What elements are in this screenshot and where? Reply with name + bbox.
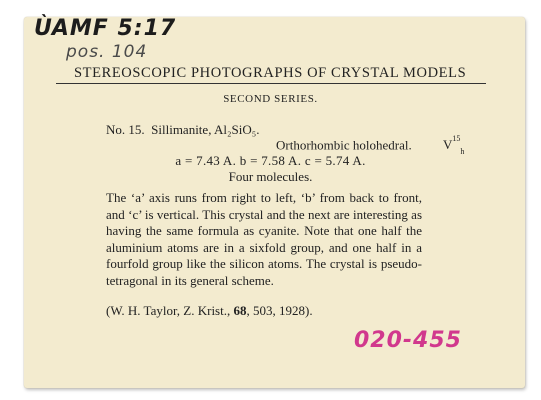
card-title: STEREOSCOPIC PHOTOGRAPHS OF CRYSTAL MODELS <box>74 65 467 81</box>
space-group: $V^{15}_h$ <box>443 134 465 156</box>
entry-heading <box>106 122 260 138</box>
space-group-sub: h <box>460 146 465 156</box>
series-heading: SECOND SERIES. <box>223 93 318 105</box>
space-group-sup: 15 <box>452 134 461 143</box>
unit-cell-dimensions: a = 7.43 A. b = 7.58 A. c = 5.74 A. <box>175 153 366 168</box>
title-rule <box>56 83 486 84</box>
entry-number: No. 15. <box>106 122 145 137</box>
reference-volume: 68 <box>233 303 247 318</box>
symmetry-class: Orthorhombic holohedral. <box>276 137 412 153</box>
reference-citation: (W. H. Taylor, Z. Krist., 68, 503, 1928). <box>106 303 313 318</box>
mineral-name: Sillimanite, Al₂SiO₅. <box>151 122 260 137</box>
description-text: The ‘a’ axis runs from right to left, ‘b’ from back to front, and ‘c’ is vertical. This crystal and the next are interesting as having the same formula as cyanite. Note that one half the aluminium atoms are in a sixfold group, and one half in a fourfold group like the silicon atoms. The crystal is pseudo-tetragonal in its general scheme. <box>106 190 422 288</box>
handwritten-catalog-code: 020-455 <box>354 328 462 353</box>
handwritten-archive-number: ÙAMF 5:17 <box>34 16 177 41</box>
molecule-count: Four molecules. <box>228 169 313 184</box>
handwritten-position: pos. 104 <box>66 42 148 62</box>
